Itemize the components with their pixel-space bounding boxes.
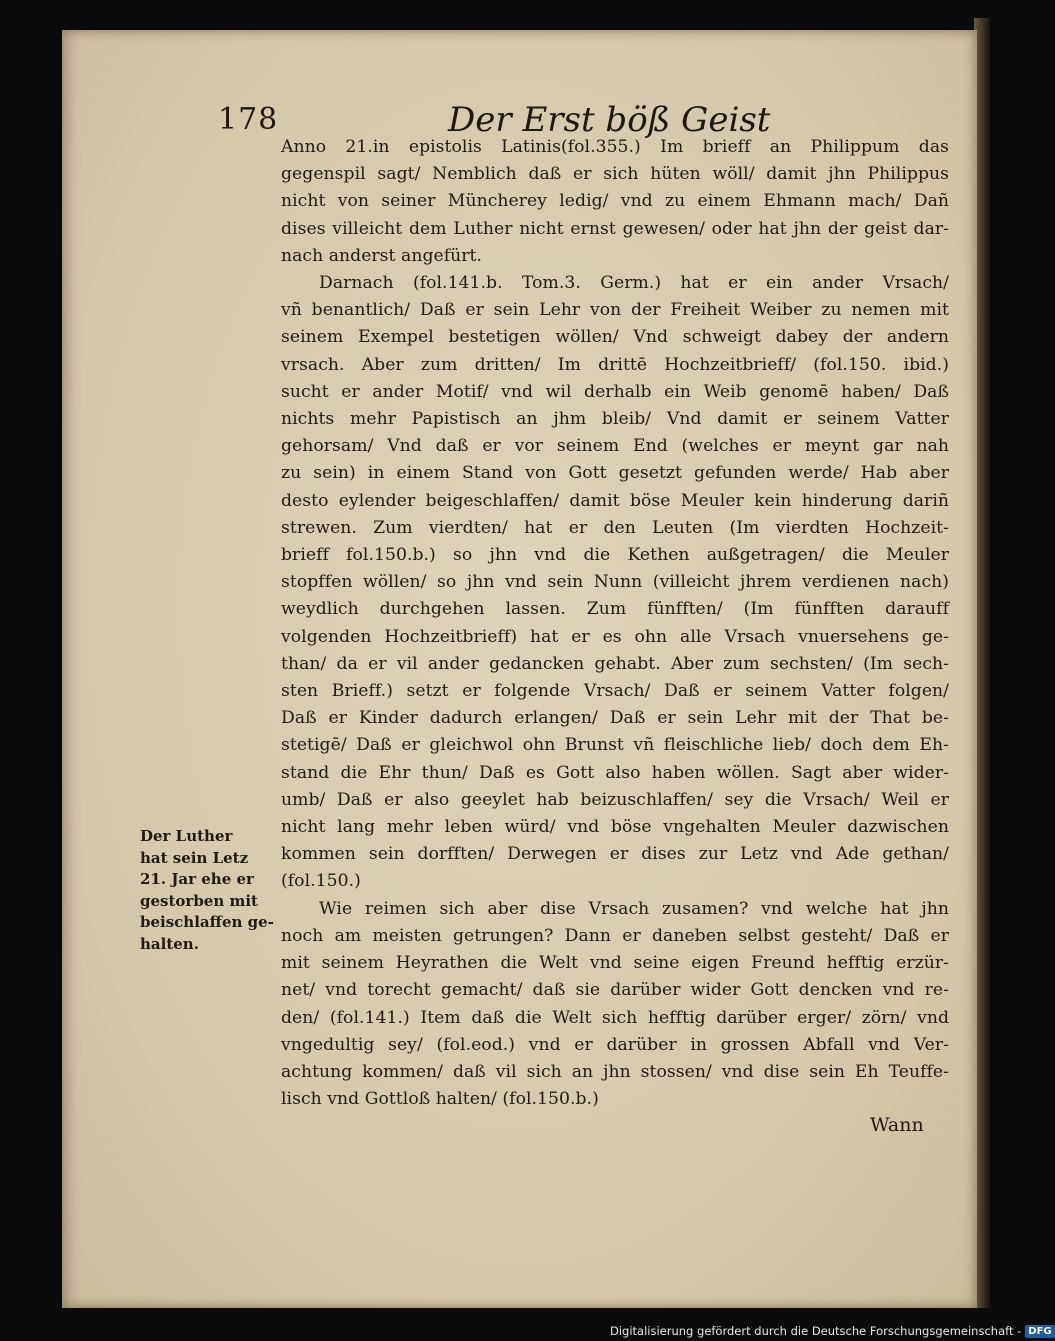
text-line: dises villeicht dem Luther nicht ernst gewesen/ oder hat jhn der geist dar-	[281, 218, 949, 239]
text-line: noch am meisten getrungen? Dann er daneben selbst gesteht/ Daß er	[281, 925, 949, 946]
text-line: brieff fol.150.b.) so jhn vnd die Kethen außgetragen/ die Meuler	[281, 545, 949, 566]
margin-note-line: gestorben mit	[140, 891, 258, 910]
text-line: vngedultig sey/ (fol.eod.) vnd er darüber in grossen Abfall vnd Ver-	[281, 1034, 949, 1055]
text-line: vrsach. Aber zum dritten/ Im drittē Hochzeitbrieff/ (fol.150. ibid.)	[281, 354, 949, 375]
text-line: desto eylender beigeschlaffen/ damit böse Meuler kein hinderung dariñ	[281, 490, 949, 511]
body-text	[281, 134, 949, 1113]
folio-number: 178	[218, 102, 279, 137]
text-line: zu sein) in einem Stand von Gott gesetzt gefunden werde/ Hab aber	[281, 463, 949, 484]
margin-note-line: halten.	[140, 934, 199, 953]
text-line: umb/ Daß er also geeylet hab beizuschlaffen/ sey die Vrsach/ Weil er	[281, 789, 949, 810]
text-line: vñ benantlich/ Daß er sein Lehr von der Freiheit Weiber zu nemen mit	[281, 300, 949, 321]
text-line: lisch vnd Gottloß halten/ (fol.150.b.)	[281, 1089, 599, 1110]
text-line: stand die Ehr thun/ Daß es Gott also haben wöllen. Sagt aber wider-	[281, 762, 949, 783]
text-line: seinem Exempel bestetigen wöllen/ Vnd schweigt dabey der andern	[281, 327, 949, 348]
text-line: nicht von seiner Müncherey ledig/ vnd zu einem Ehmann mach/ Dañ	[281, 191, 949, 212]
text-line: stopffen wöllen/ so jhn vnd sein Nunn (villeicht jhrem verdienen nach)	[281, 572, 949, 593]
text-line: kommen sein dorfften/ Derwegen er dises zur Letz vnd Ade gethan/	[281, 844, 949, 865]
text-line: gegenspil sagt/ Nemblich daß er sich hüten wöll/ damit jhn Philippus	[281, 164, 949, 185]
text-line: strewen. Zum vierdten/ hat er den Leuten (Im vierdten Hochzeit-	[281, 517, 949, 538]
text-line: weydlich durchgehen lassen. Zum fünfften/ (Im fünfften darauff	[281, 599, 949, 620]
margin-note-line: Der Luther	[140, 827, 233, 845]
dfg-logo: DFG	[1025, 1325, 1054, 1338]
text-line: den/ (fol.141.) Item daß die Welt sich hefftig darüber erger/ zörn/ vnd	[281, 1007, 949, 1028]
text-line: Wie reimen sich aber dise Vrsach zusamen? vnd welche hat jhn	[319, 898, 949, 919]
text-line: sten Brieff.) setzt er folgende Vrsach/ Daß er seinem Vatter folgen/	[281, 681, 949, 702]
margin-note-line: 21. Jar ehe er	[140, 870, 254, 888]
text-line: gehorsam/ Vnd daß er vor seinem End (welches er meynt gar nah	[281, 436, 949, 457]
text-line: stetigē/ Daß er gleichwol ohn Brunst vñ fleischliche lieb/ doch dem Eh-	[281, 735, 949, 756]
digitization-footer	[610, 1322, 1052, 1340]
text-line: volgenden Hochzeitbrieff) hat er es ohn alle Vrsach vnuersehens ge-	[281, 626, 949, 647]
text-line: Daß er Kinder dadurch erlangen/ Daß er sein Lehr mit der That be-	[281, 708, 949, 729]
text-line: mit seinem Heyrathen die Welt vnd seine eigen Freund hefftig erzür-	[281, 953, 949, 974]
text-line: sucht er ander Motif/ vnd wil derhalb ein Weib genomē haben/ Daß	[281, 381, 949, 402]
text-line: nichts mehr Papistisch an jhm bleib/ Vnd damit er seinem Vatter	[281, 409, 949, 430]
text-line: (fol.150.)	[281, 871, 361, 892]
margin-note	[140, 826, 278, 955]
running-title: Der Erst böß Geist	[448, 100, 771, 140]
catchword: Wann	[870, 1114, 924, 1136]
text-line: nach anderst angefürt.	[281, 245, 482, 266]
text-line: than/ da er vil ander gedancken gehabt. Aber zum sechsten/ (Im sech-	[281, 653, 949, 674]
margin-note-line: hat sein Letz	[140, 848, 249, 867]
text-line: nicht lang mehr leben würd/ vnd böse vngehalten Meuler dazwischen	[281, 817, 949, 838]
text-line: Darnach (fol.141.b. Tom.3. Germ.) hat er ein ander Vrsach/	[319, 273, 949, 294]
footer-credit: Digitalisierung gefördert durch die Deutsche Forschungsgemeinschaft -	[610, 1324, 1022, 1338]
margin-note-line: beischlaffen ge-	[140, 913, 274, 931]
text-line: Anno 21.in epistolis Latinis(fol.355.) Im brieff an Philippum das	[281, 137, 949, 157]
text-line: net/ vnd torecht gemacht/ daß sie darüber wider Gott dencken vnd re-	[281, 980, 949, 1001]
text-line: achtung kommen/ daß vil sich an jhn stossen/ vnd dise sein Eh Teuffe-	[281, 1061, 949, 1082]
